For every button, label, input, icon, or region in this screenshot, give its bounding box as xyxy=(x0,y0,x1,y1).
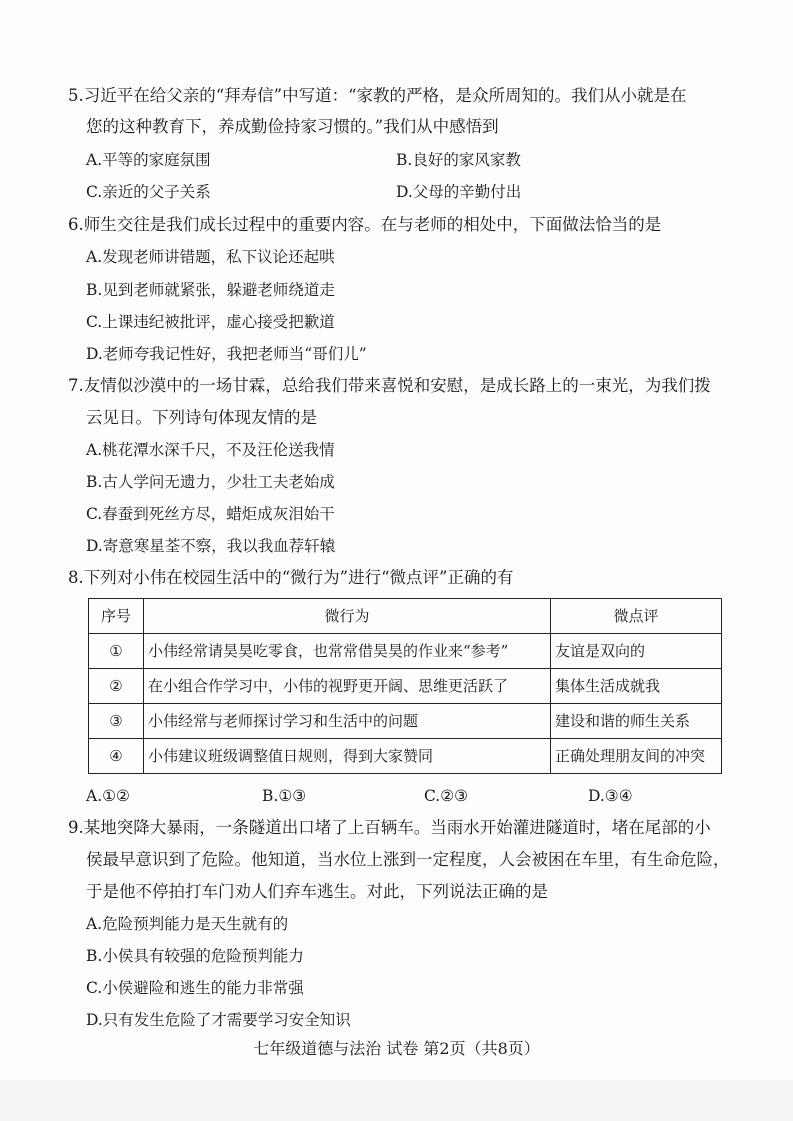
q6-option-d: D.老师夸我记性好，我把老师当“哥们儿” xyxy=(86,345,367,363)
q8-stem-line1: 8.下列对小伟在校园生活中的“微行为”进行“微点评”正确的有 xyxy=(68,568,514,587)
q5-option-c: C.亲近的父子关系 xyxy=(86,183,211,201)
q5-option-b: B.良好的家风家教 xyxy=(396,151,521,169)
q8-option-c: C.②③ xyxy=(424,787,469,805)
table-header-number: 序号 xyxy=(89,599,144,634)
q7-option-d: D.寄意寒星荃不察，我以我血荐轩辕 xyxy=(86,537,336,555)
table-cell-behavior: 在小组合作学习中，小伟的视野更开阔、思维更活跃了 xyxy=(144,669,551,704)
table-row xyxy=(89,739,722,774)
q9-option-c: C.小侯避险和逃生的能力非常强 xyxy=(86,979,304,997)
micro-behavior-table xyxy=(88,598,722,774)
table-header-comment: 微点评 xyxy=(551,599,722,634)
q5-option-a: A.平等的家庭氛围 xyxy=(86,151,211,169)
table-row xyxy=(89,669,722,704)
table-cell-comment: 友谊是双向的 xyxy=(551,634,722,669)
table-cell-comment: 集体生活成就我 xyxy=(551,669,722,704)
q8-option-a: A.①② xyxy=(86,787,130,805)
table-cell-behavior: 小伟经常与老师探讨学习和生活中的问题 xyxy=(144,704,551,739)
table-cell-behavior: 小伟建议班级调整值日规则，得到大家赞同 xyxy=(144,739,551,774)
q5-stem-line1: 5.习近平在给父亲的“拜寿信”中写道：“家教的严格，是众所周知的。我们从小就是在 xyxy=(68,86,687,105)
table-row xyxy=(89,634,722,669)
q7-stem-line1: 7.友情似沙漠中的一场甘霖，总给我们带来喜悦和安慰，是成长路上的一束光，为我们拨 xyxy=(68,376,711,395)
table-header-row xyxy=(89,599,722,634)
table-cell-number: ④ xyxy=(89,739,144,774)
q5-stem-line2: 您的这种教育下，养成勤俭持家习惯的。”我们从中感悟到 xyxy=(86,117,499,136)
q7-stem-line2: 云见日。下列诗句体现友情的是 xyxy=(86,408,317,427)
table-cell-number: ② xyxy=(89,669,144,704)
q8-option-b: B.①③ xyxy=(262,787,307,805)
q8-option-d: D.③④ xyxy=(588,787,633,805)
q5-option-d: D.父母的辛勤付出 xyxy=(396,183,522,201)
q9-option-a: A.危险预判能力是天生就有的 xyxy=(86,915,289,933)
table-header-behavior: 微行为 xyxy=(144,599,551,634)
table-cell-number: ① xyxy=(89,634,144,669)
q9-stem-line3: 于是他不停拍打车门劝人们弃车逃生。对此，下列说法正确的是 xyxy=(86,882,548,901)
q9-stem-line1: 9.某地突降大暴雨，一条隧道出口堵了上百辆车。当雨水开始灌进隧道时，堵在尾部的小 xyxy=(68,818,711,837)
q9-option-d: D.只有发生危险了才需要学习安全知识 xyxy=(86,1011,351,1029)
scan-bottom-margin xyxy=(0,1080,793,1121)
q9-stem-line2: 侯最早意识到了危险。他知道，当水位上涨到一定程度，人会被困在车里，有生命危险， xyxy=(86,850,730,869)
q7-option-a: A.桃花潭水深千尺，不及汪伦送我情 xyxy=(86,441,335,459)
table-cell-comment: 建设和谐的师生关系 xyxy=(551,704,722,739)
q7-option-b: B.古人学问无遗力，少壮工夫老始成 xyxy=(86,473,335,491)
table-cell-number: ③ xyxy=(89,704,144,739)
q6-option-c: C.上课违纪被批评，虚心接受把歉道 xyxy=(86,313,335,331)
table-cell-behavior: 小伟经常请昊昊吃零食，也常常借昊昊的作业来“参考” xyxy=(144,634,551,669)
table-cell-comment: 正确处理朋友间的冲突 xyxy=(551,739,722,774)
q6-option-a: A.发现老师讲错题，私下议论还起哄 xyxy=(86,248,335,266)
q6-option-b: B.见到老师就紧张，躲避老师绕道走 xyxy=(86,281,335,299)
q7-option-c: C.春蚕到死丝方尽，蜡炬成灰泪始干 xyxy=(86,505,335,523)
q9-option-b: B.小侯具有较强的危险预判能力 xyxy=(86,947,304,965)
page-footer: 七年级道德与法治 试卷 第2页（共8页） xyxy=(253,1039,540,1058)
table-row xyxy=(89,704,722,739)
q6-stem-line1: 6.师生交往是我们成长过程中的重要内容。在与老师的相处中，下面做法恰当的是 xyxy=(68,215,662,234)
